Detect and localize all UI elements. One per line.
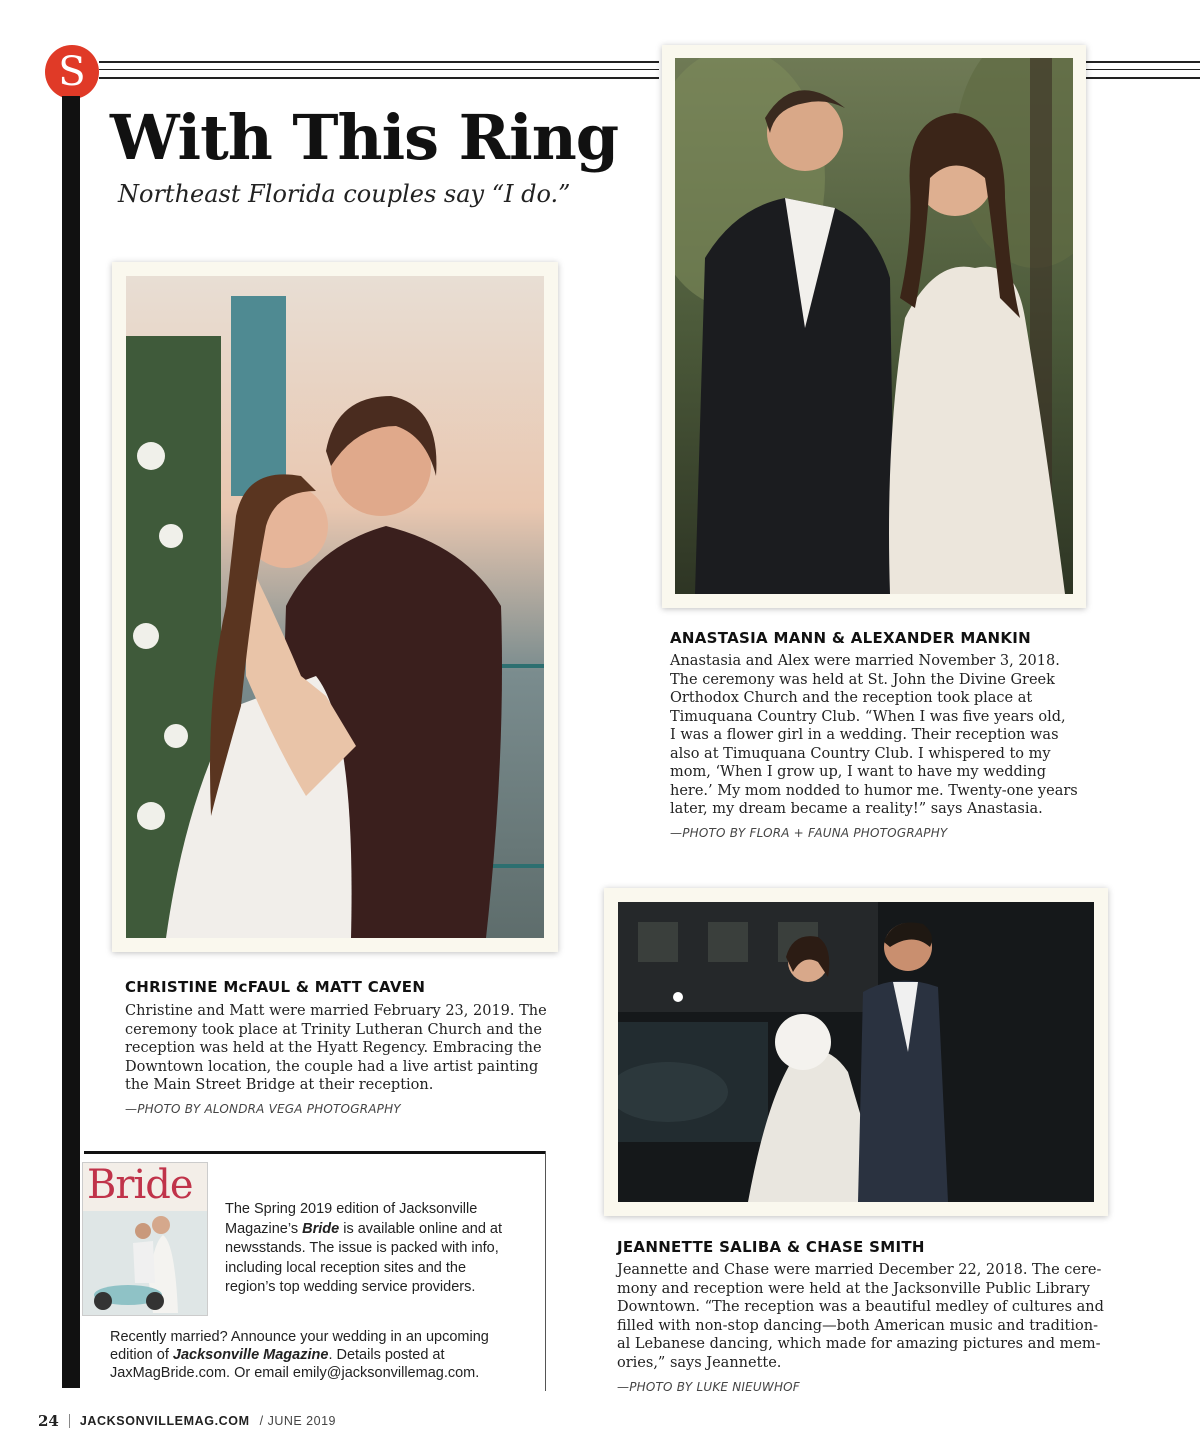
photo-credit-mcfaul-caven: —PHOTO BY ALONDRA VEGA PHOTOGRAPHY <box>125 1102 401 1116</box>
cover-title: Bride <box>87 1162 193 1208</box>
note-magazine-name: Jacksonville Magazine <box>172 1347 329 1363</box>
story-name-mcfaul-caven: CHRISTINE McFAUL & MATT CAVEN <box>125 978 426 996</box>
note-text-fragment: . Details posted at <box>328 1347 445 1363</box>
story-line: the Main Street Bridge at their reception. <box>125 1077 434 1093</box>
header-rule-4 <box>1086 61 1200 63</box>
story-line: here.’ My mom nodded to humor me. Twenty-one years <box>670 782 1078 799</box>
story-line: also at Timuquana Country Club. I whispered to my <box>670 745 1051 762</box>
note-line <box>110 1346 540 1364</box>
promo-magazine-name: Bride <box>302 1220 340 1237</box>
story-name-saliba-smith: JEANNETTE SALIBA & CHASE SMITH <box>617 1238 925 1256</box>
footer-divider <box>69 1414 70 1428</box>
story-line: reception was held at the Hyatt Regency. Embracing the <box>125 1040 542 1056</box>
story-body-mann-mankin <box>670 652 1090 819</box>
story-line: The ceremony was held at St. John the Divine Greek <box>670 671 1055 688</box>
promo-description <box>225 1200 535 1298</box>
story-line: mom, ‘When I grow up, I want to have my wedding <box>670 764 1047 780</box>
cover-image <box>83 1163 207 1315</box>
photo-frame-saliba-smith <box>604 888 1108 1216</box>
reception-walk-image <box>618 902 1094 1202</box>
section-badge <box>45 45 99 99</box>
story-line: Jeannette and Chase were married December 22, 2018. The cere- <box>617 1262 1102 1278</box>
promo-line: including local reception sites and the <box>225 1259 467 1276</box>
page-number: 24 <box>38 1412 59 1430</box>
story-name-mann-mankin: ANASTASIA MANN & ALEXANDER MANKIN <box>670 629 1031 647</box>
story-line: Christine and Matt were married February 23, 2019. The <box>125 1003 547 1019</box>
left-bar <box>62 96 80 1388</box>
photo-saliba-smith <box>618 902 1094 1202</box>
photo-mann-mankin <box>675 58 1073 594</box>
header-rule-2 <box>99 69 659 70</box>
couple-kiss-image <box>126 276 544 938</box>
promo-line <box>225 1220 535 1240</box>
footer-site[interactable]: JACKSONVILLEMAG.COM <box>79 1414 250 1428</box>
story-line: later, my dream became a reality!” says Anastasia. <box>670 801 1043 817</box>
photo-frame-mann-mankin <box>662 45 1086 608</box>
story-line: Anastasia and Alex were married November 3, 2018. <box>670 653 1060 669</box>
note-line: Recently married? Announce your wedding in an upcoming <box>110 1329 489 1345</box>
story-line: ories,” says Jeannette. <box>617 1354 782 1371</box>
promo-submission-note <box>110 1328 540 1382</box>
promo-top-rule <box>84 1151 546 1154</box>
promo-line: region’s top wedding service providers. <box>225 1279 476 1295</box>
story-line: Orthodox Church and the reception took place at <box>670 690 1033 706</box>
page-title: With This Ring <box>110 101 619 174</box>
story-line: Timuquana Country Club. “When I was five years old, <box>670 708 1066 725</box>
header-rule-5 <box>1086 69 1200 70</box>
story-body-mcfaul-caven <box>125 1002 555 1095</box>
photo-credit-mann-mankin: —PHOTO BY FLORA + FAUNA PHOTOGRAPHY <box>670 826 948 840</box>
story-line: Downtown. “The reception was a beautiful medley of cultures and <box>617 1299 1104 1315</box>
photo-frame-mcfaul-caven <box>112 262 558 952</box>
story-line: I was a flower girl in a wedding. Their reception was <box>670 727 1059 743</box>
footer-issue: / JUNE 2019 <box>259 1414 336 1428</box>
bride-magazine-cover <box>82 1162 208 1316</box>
header-rule-6 <box>1086 77 1200 79</box>
note-text-fragment: edition of <box>110 1347 173 1363</box>
couple-portrait-image <box>675 58 1073 594</box>
promo-right-rule <box>545 1151 546 1391</box>
story-line: al Lebanese dancing, which made for amazing pictures and mem- <box>617 1336 1101 1352</box>
page-subtitle: Northeast Florida couples say “I do.” <box>118 180 571 208</box>
story-body-saliba-smith <box>617 1261 1107 1372</box>
photo-credit-saliba-smith: —PHOTO BY LUKE NIEUWHOF <box>617 1380 800 1394</box>
promo-line: newsstands. The issue is packed with info, <box>225 1240 499 1256</box>
promo-text-fragment: Magazine’s <box>225 1220 303 1237</box>
section-letter: S <box>58 49 86 95</box>
story-line: mony and reception were held at the Jacksonville Public Library <box>617 1280 1090 1297</box>
page-footer <box>38 1412 336 1430</box>
promo-text-fragment: is available online and at <box>339 1220 503 1237</box>
note-line[interactable]: JaxMagBride.com. Or email emily@jacksonvillemag.com. <box>110 1365 480 1381</box>
header-rule-3 <box>99 77 659 79</box>
story-line: filled with non-stop dancing—both American music and tradition- <box>617 1317 1098 1334</box>
story-line: ceremony took place at Trinity Lutheran Church and the <box>125 1021 542 1038</box>
promo-line: The Spring 2019 edition of Jacksonville <box>225 1201 478 1217</box>
header-rule-1 <box>99 61 659 63</box>
story-line: Downtown location, the couple had a live artist painting <box>125 1058 539 1075</box>
photo-mcfaul-caven <box>126 276 544 938</box>
